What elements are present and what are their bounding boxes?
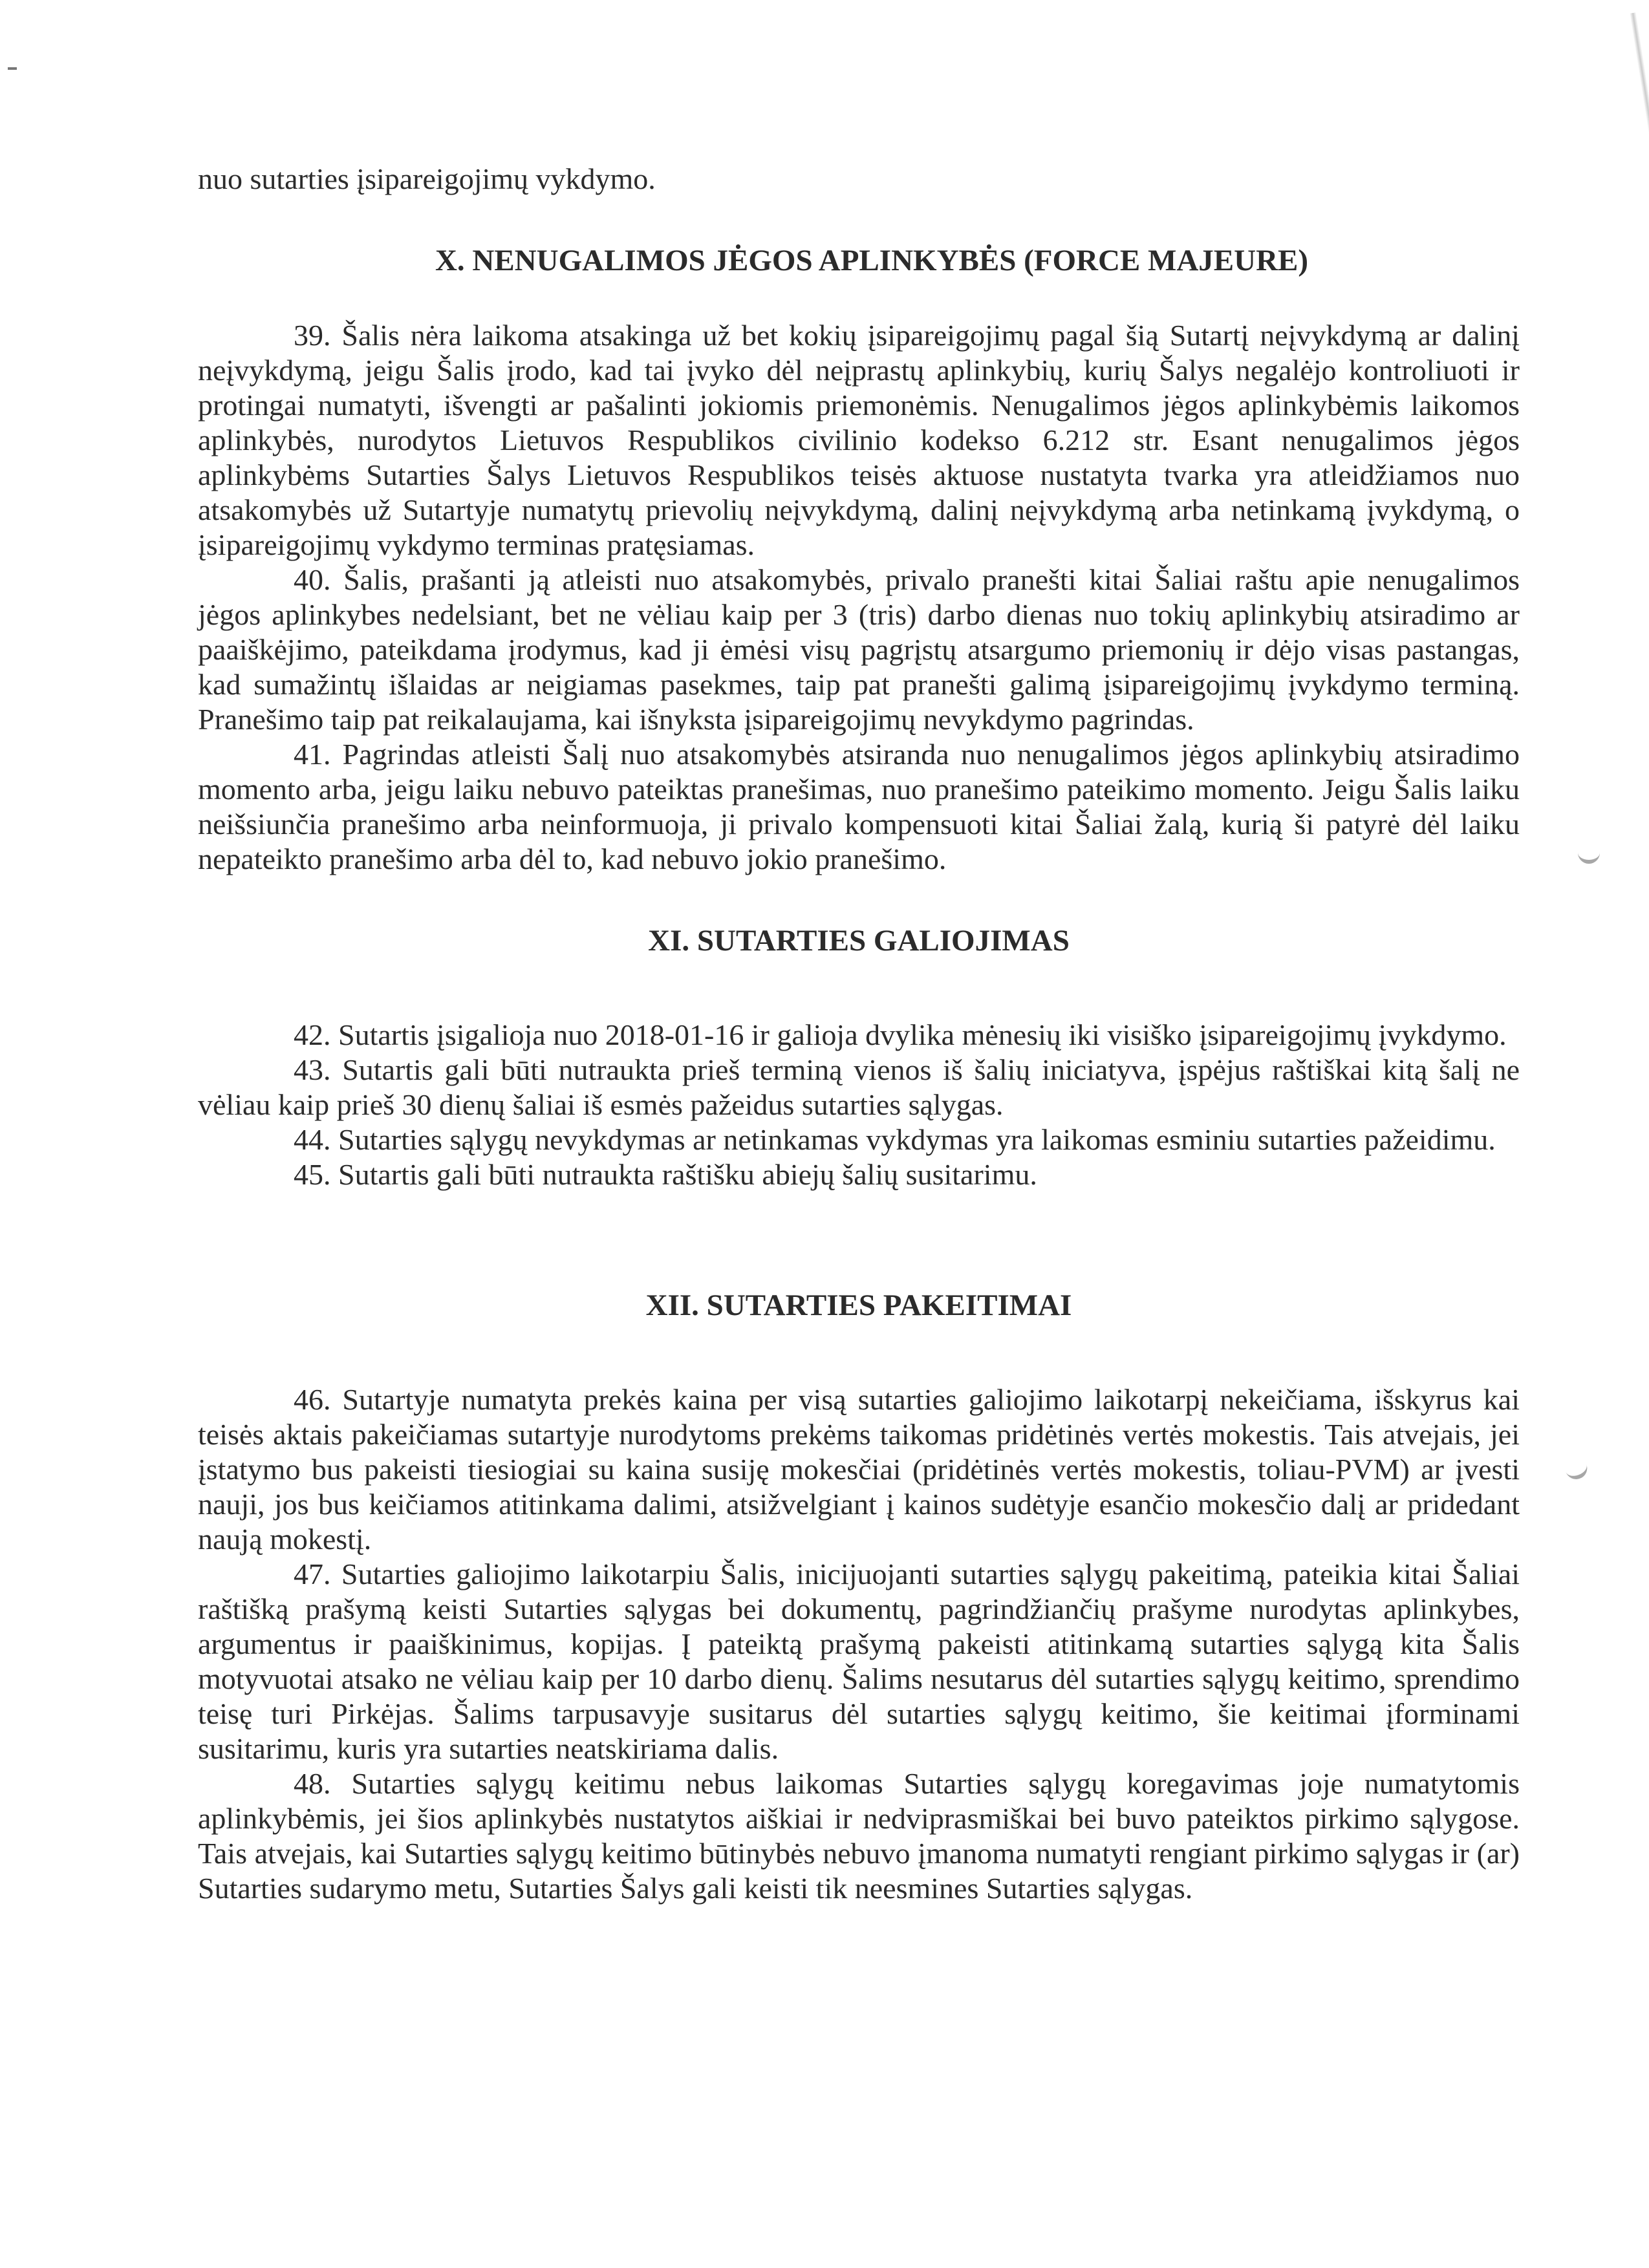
clause-43: 43. Sutartis gali būti nutraukta prieš terminą vienos iš šalių iniciatyva, įspėjus raštiškai kitą šalį ne vėliau kaip prieš 30 dienų šaliai iš esmės pažeidus sutarties sąlygas.: [198, 1053, 1520, 1121]
clause-44: 44. Sutarties sąlygų nevykdymas ar netinkamas vykdymas yra laikomas esminiu sutarties pažeidimu.: [294, 1123, 1496, 1156]
section-contract-amendments: [198, 1288, 1520, 1906]
clause-39: 39. Šalis nėra laikoma atsakinga už bet kokių įsipareigojimų pagal šią Sutartį neįvykdymą ar dalinį neįvykdymą, jeigu Šalis įrodo, kad tai įvyko dėl neįprastų aplinkybių, kurių Šalys negalėjo kontroliuoti ir protingai numatyti, išvengti ar pašalinti jokiomis priemonėmis. Nenugalimos jėgos aplinkybėmis laikomos aplinkybės, nurodytos Lietuvos Respublikos civilinio kodekso 6.212 str. Esant nenugalimos jėgos aplinkybėms Sutarties Šalys Lietuvos Respublikos teisės aktuose nustatyta tvarka yra atleidžiamos nuo atsakomybės už Sutartyje numatytų prievolių neįvykdymą, dalinį neįvykdymą arba netinkamą įvykdymą, o įsipareigojimų vykdymo terminas pratęsiamas.: [198, 319, 1520, 561]
clause-46: 46. Sutartyje numatyta prekės kaina per visą sutarties galiojimo laikotarpį nekeičiama, išskyrus kai teisės aktais pakeičiamas sutartyje nurodytoms prekėms taikomas pridėtinės vertės mokestis. Tais atvejais, jei įstatymo bus pakeisti tiesiogiai su kaina susiję mokesčiai (pridėtinės vertės mokestis, toliau-PVM) ar įvesti nauji, jos bus keičiamos atitinkama dalimi, atsižvelgiant į kainos sudėtyje esančio mokesčio dalį ar pridedant naują mokestį.: [198, 1383, 1520, 1556]
section-force-majeure: [198, 243, 1520, 877]
section-heading: XI. SUTARTIES GALIOJIMAS: [648, 924, 1070, 957]
section-heading: X. NENUGALIMOS JĖGOS APLINKYBĖS (FORCE MAJEURE): [435, 244, 1309, 277]
section-heading: XII. SUTARTIES PAKEITIMAI: [645, 1289, 1072, 1322]
clause-42: 42. Sutartis įsigalioja nuo 2018-01-16 ir galioja dvylika mėnesių iki visiško įsipareigojimų įvykdymo.: [294, 1018, 1507, 1051]
clause-45: 45. Sutartis gali būti nutraukta raštišku abiejų šalių susitarimu.: [294, 1158, 1037, 1191]
scan-mark: [8, 67, 17, 70]
section-contract-validity: [198, 923, 1520, 1192]
binder-hole-mark: [1562, 1453, 1590, 1482]
scan-edge-shadow: [1630, 12, 1649, 281]
clause-41: 41. Pagrindas atleisti Šalį nuo atsakomybės atsiranda nuo nenugalimos jėgos aplinkybių atsiradimo momento arba, jeigu laiku nebuvo pateiktas pranešimas, nuo pranešimo pateikimo momento. Jeigu Šalis laiku neišsiunčia pranešimo arba neinformuoja, ji privalo kompensuoti kitai Šaliai žalą, kurią ši patyrė dėl laiku nepateikto pranešimo arba dėl to, kad nebuvo jokio pranešimo.: [198, 738, 1520, 875]
continuation-text: nuo sutarties įsipareigojimų vykdymo.: [198, 162, 656, 195]
clause-40: 40. Šalis, prašanti ją atleisti nuo atsakomybės, privalo pranešti kitai Šaliai raštu apie nenugalimos jėgos aplinkybes nedelsiant, bet ne vėliau kaip per 3 (tris) darbo dienas nuo tokių aplinkybių atsiradimo ar paaiškėjimo, pateikdama įrodymus, kad ji ėmėsi visų pagrįstų atsargumo priemonių ir dėjo visas pastangas, kad sumažintų išlaidas ar neigiamas pasekmes, taip pat pranešti galimą įsipareigojimų įvykdymo terminą. Pranešimo taip pat reikalaujama, kai išnyksta įsipareigojimų nevykdymo pagrindas.: [198, 563, 1520, 736]
binder-hole-mark: [1578, 840, 1600, 864]
clause-48: 48. Sutarties sąlygų keitimu nebus laikomas Sutarties sąlygų koregavimas joje numatytomis aplinkybėmis, jei šios aplinkybės nustatytos aiškiai ir nedviprasmiškai bei buvo pateiktos pirkimo sąlygose. Tais atvejais, kai Sutarties sąlygų keitimo būtinybės nebuvo įmanoma numatyti rengiant pirkimo sąlygas ir (ar) Sutarties sudarymo metu, Sutarties Šalys gali keisti tik neesmines Sutarties sąlygas.: [198, 1767, 1520, 1905]
document-body: [198, 162, 1520, 1906]
clause-47: 47. Sutarties galiojimo laikotarpiu Šalis, inicijuojanti sutarties sąlygų pakeitimą, pateikia kitai Šaliai raštišką prašymą keisti Sutarties sąlygas bei dokumentų, pagrindžiančių prašyme nurodytas aplinkybes, argumentus ir paaiškinimus, kopijas. Į pateiktą prašymą pakeisti atitinkamą sutarties sąlygą kita Šalis motyvuotai atsako ne vėliau kaip per 10 darbo dienų. Šalims nesutarus dėl sutarties sąlygų keitimo, sprendimo teisę turi Pirkėjas. Šalims tarpusavyje susitarus dėl sutarties sąlygų keitimo, šie keitimai įforminami susitarimu, kuris yra sutarties neatskiriama dalis.: [198, 1557, 1520, 1765]
